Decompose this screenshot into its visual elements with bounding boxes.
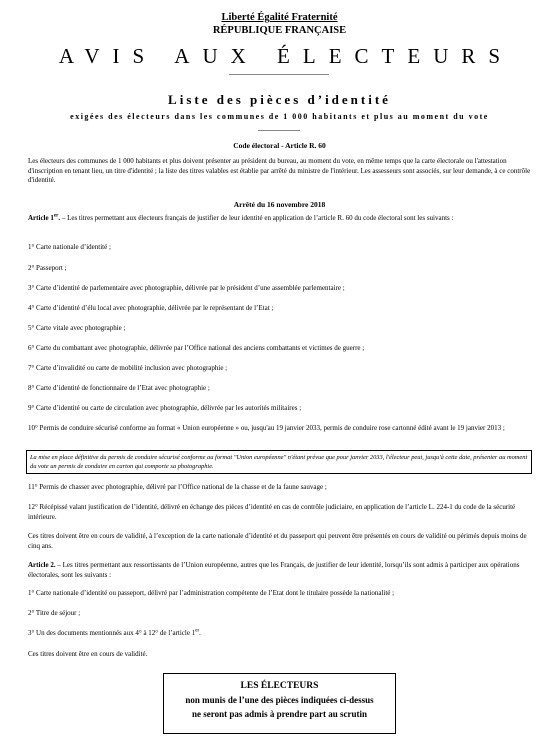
driving-licence-note: La mise en place définitive du permis de conduire sécurisé conforme au format "Union européenne" n'étant prévue que pour janvier 2033, l'électeur peut, jusqu'à cette date, présenter au moment du vote un permis de conduire en carton qui comporte sa photographie. bbox=[26, 450, 532, 474]
list-item: 2° Titre de séjour ; bbox=[28, 609, 81, 617]
list-item: 3° Carte d’identité de parlementaire avec photographie, délivrée par le président d’une assemblée parlementaire ; bbox=[28, 284, 345, 292]
list-item: 5° Carte vitale avec photographie ; bbox=[28, 324, 126, 332]
list-item: 12° Récépissé valant justification de l’identité, délivré en échange des pièces d’identité en cas de contrôle judiciaire, en application de l’article L. 224-1 du code de la sécurité intérieure. bbox=[28, 503, 516, 521]
validity-note: Ces titres doivent être en cours de validité, à l’exception de la carte nationale d’identité et du passeport qui peuvent être présentés en cours de validité ou périmés depuis moins de cinq ans. bbox=[28, 532, 527, 550]
motto: Liberté Égalité Fraternité bbox=[221, 12, 338, 23]
article-2-text: – Les titres permettant aux ressortissants de l’Union européenne, autres que les Français, de justifier de leur identité, lorsqu’ils sont admis à participer aux opérations électorales, sont les suivants : bbox=[28, 561, 520, 579]
warning-line-2: ne seront pas admis à prendre part au scrutin bbox=[191, 709, 368, 719]
republic-name: RÉPUBLIQUE FRANÇAISE bbox=[212, 25, 347, 36]
warning-title: LES ÉLECTEURS bbox=[240, 681, 319, 691]
page-title: AVIS AUX ÉLECTEURS bbox=[58, 44, 514, 68]
code-title: Code électoral - Article R. 60 bbox=[233, 141, 326, 150]
list-item: 1° Carte nationale d’identité ; bbox=[28, 243, 111, 251]
article-1-text: – Les titres permettant aux électeurs français de justifier de leur identité en application de l’article R. 60 du code électoral sont les suivants : bbox=[60, 214, 454, 222]
closing-note: Ces titres doivent être en cours de validité. bbox=[28, 650, 148, 658]
article-1 bbox=[28, 214, 534, 224]
subtitle: Liste des pièces d’identité bbox=[168, 92, 391, 107]
list-item: 1° Carte nationale d’identité ou passeport, délivré par l’administration compétente de l’Etat dont le titulaire possède la nationalité ; bbox=[28, 589, 395, 597]
list-item: 6° Carte du combattant avec photographie, délivrée par l’Office national des anciens combattants et victimes de guerre ; bbox=[28, 344, 365, 352]
list-item: 8° Carte d’identité de fonctionnaire de l’Etat avec photographie ; bbox=[28, 384, 210, 392]
list-item: 11° Permis de chasser avec photographie, délivré par l’Office national de la chasse et de la faune sauvage ; bbox=[28, 483, 327, 491]
warning-box bbox=[163, 673, 396, 734]
article-2 bbox=[28, 561, 534, 580]
warning-line-1: non munis de l’une des pièces indiquées ci-dessus bbox=[185, 695, 374, 705]
list-item: 4° Carte d’identité d’élu local avec photographie, délivrée par le représentant de l’Etat ; bbox=[28, 304, 274, 312]
article-1-label: Article 1er. bbox=[28, 213, 61, 222]
list-item: 2° Passeport ; bbox=[28, 264, 67, 272]
arrete-title: Arrêté du 16 novembre 2018 bbox=[233, 200, 326, 209]
list-item: 3° Un des documents mentionnés aux 4° à 12° de l’article 1er. bbox=[28, 628, 201, 637]
list-item: 9° Carte d’identité ou carte de circulation avec photographie, délivrée par les autorités militaires ; bbox=[28, 404, 302, 412]
article-2-label: Article 2. bbox=[28, 561, 56, 569]
title-divider bbox=[229, 74, 329, 75]
subtitle-divider bbox=[258, 130, 300, 131]
subtitle-detail: exigées des électeurs dans les communes de 1 000 habitants et plus au moment du vote bbox=[70, 112, 489, 121]
list-item: 7° Carte d’invalidité ou carte de mobilité inclusion avec photographie ; bbox=[28, 364, 228, 372]
list-item: 10° Permis de conduire sécurisé conforme au format « Union européenne » ou, jusqu'au 19 janvier 2033, permis de conduire rose cartonné édité avant le 19 janvier 2013 ; bbox=[28, 424, 505, 432]
intro-paragraph: Les électeurs des communes de 1 000 habitants et plus doivent présenter au président du bureau, au moment du vote, en même temps que la carte électorale ou l'attestation d'inscription en tenant lieu, un titre d'identité ; la liste des titres valables est établie par arrêté du ministre de l'intérieur. Les assesseurs sont associés, sur leur demande, à ce contrôle d'identité. bbox=[28, 157, 531, 184]
